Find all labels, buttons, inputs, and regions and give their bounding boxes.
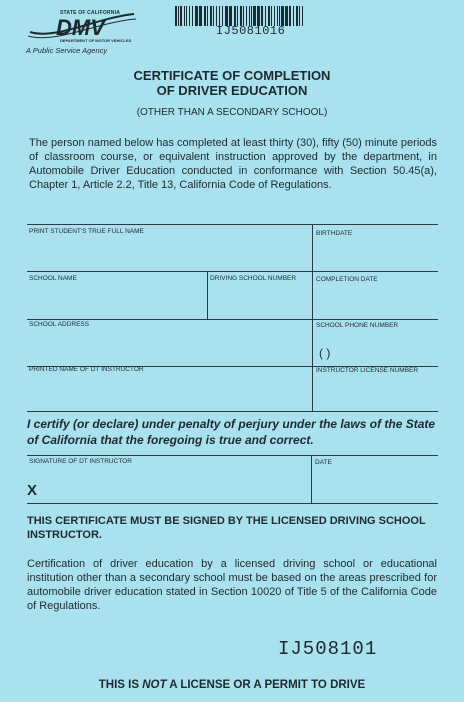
barcode-bar <box>210 6 212 26</box>
school-address-field[interactable]: SCHOOL ADDRESS <box>29 321 90 328</box>
footer-suffix: A LICENSE OR A PERMIT TO DRIVE <box>166 679 366 691</box>
barcode-bar <box>257 6 260 26</box>
barcode-bar <box>293 6 294 26</box>
barcode-bar <box>175 6 177 26</box>
barcode-bar <box>225 6 228 26</box>
barcode-bar <box>279 6 280 26</box>
barcode-bar <box>299 6 300 26</box>
barcode-bar <box>253 6 256 26</box>
instructor-license-field[interactable]: INSTRUCTOR LICENSE NUMBER <box>316 367 419 374</box>
footer-prefix: THIS IS <box>98 679 143 691</box>
barcode-bar <box>192 6 193 26</box>
dmv-logo-letters: DMV <box>56 15 105 40</box>
barcode-bar <box>265 6 266 26</box>
signature-field[interactable]: SIGNATURE OF DT INSTRUCTOR <box>29 458 132 465</box>
barcode-bar <box>189 6 190 26</box>
logo-dept-text: DEPARTMENT OF MOTOR VEHICLES <box>60 38 132 43</box>
control-number-top: IJ5081016 <box>216 24 286 38</box>
birthdate-field[interactable]: BIRTHDATE <box>316 230 353 237</box>
school-name-field[interactable]: SCHOOL NAME <box>29 275 77 282</box>
barcode-bar <box>296 6 298 26</box>
completion-date-field[interactable]: COMPLETION DATE <box>316 276 378 283</box>
barcode-bar <box>237 6 238 26</box>
barcode-bar <box>213 6 214 26</box>
barcode-bar <box>240 6 242 26</box>
barcode-bar <box>204 6 206 26</box>
barcode-bar <box>249 6 250 26</box>
barcode-bar <box>222 6 223 26</box>
control-number-bottom: IJ508101 <box>278 638 378 660</box>
barcode-bar <box>274 6 275 26</box>
barcode-bar <box>199 6 202 26</box>
barcode-bar <box>261 6 263 26</box>
footer-disclaimer <box>0 679 464 691</box>
barcode-bar <box>246 6 247 26</box>
student-name-field[interactable]: PRINT STUDENT'S TRUE FULL NAME <box>29 228 144 235</box>
barcode-bar <box>178 6 179 26</box>
barcode-bar <box>216 6 217 26</box>
intro-paragraph: The person named below has completed at least thirty (30), fifty (50) minute periods of classroom course, or equivalent instruction approved by the department, in Automobile Driver Education conducted in conformance with Section 50.45(a), Chapter 1, Article 2.2, Title 13, California Code of Regulations. <box>29 137 437 191</box>
barcode-bar <box>219 6 220 26</box>
certification-paragraph: Certification of driver education by a licensed driving school or educational institution other than a secondary school must be based on the areas prescribed for automobile driver education stated in Section 10020 of Title 5 of the California Code of Regulations. <box>27 558 437 612</box>
school-phone-field[interactable]: SCHOOL PHONE NUMBER <box>316 322 399 329</box>
barcode-bar <box>180 6 182 26</box>
title-line-1: CERTIFICATE OF COMPLETION <box>133 68 331 83</box>
title-line-2: OF DRIVER EDUCATION <box>156 83 308 98</box>
barcode-bar <box>234 6 236 26</box>
barcode-bar <box>285 6 288 26</box>
logo-tagline: A Public Service Agency <box>26 46 108 55</box>
barcode-bar <box>186 6 187 26</box>
barcode-bar <box>281 6 284 26</box>
barcode-bar <box>289 6 291 26</box>
barcode-bar <box>271 6 272 26</box>
barcode-bar <box>302 6 303 26</box>
certify-statement: I certify (or declare) under penalty of perjury under the laws of the State of California that the foregoing is true and correct. <box>27 417 436 447</box>
dmv-logo <box>26 10 138 56</box>
barcode-bar <box>243 6 244 26</box>
signature-block <box>27 455 438 504</box>
instructor-name-field[interactable]: PRINTED NAME OF DT INSTRUCTOR <box>29 366 144 373</box>
barcode-bar <box>207 6 208 26</box>
driving-school-number-field[interactable]: DRIVING SCHOOL NUMBER <box>210 275 297 282</box>
barcode-bar <box>229 6 232 26</box>
signature-x-mark: X <box>27 482 38 499</box>
date-field[interactable]: DATE <box>315 459 332 466</box>
must-sign-notice: THIS CERTIFICATE MUST BE SIGNED BY THE LICENSED DRIVING SCHOOL INSTRUCTOR. <box>27 515 426 541</box>
footer-emphasis: NOT <box>142 679 167 691</box>
subtitle: (OTHER THAN A SECONDARY SCHOOL) <box>136 107 328 118</box>
barcode-bar <box>251 6 252 26</box>
barcode-bar <box>277 6 278 26</box>
barcode-bar <box>184 6 185 26</box>
barcode-bar <box>195 6 198 26</box>
barcode-bar <box>268 6 270 26</box>
phone-area-code: ( ) <box>319 346 331 360</box>
logo-state-text: STATE OF CALIFORNIA <box>60 10 120 16</box>
